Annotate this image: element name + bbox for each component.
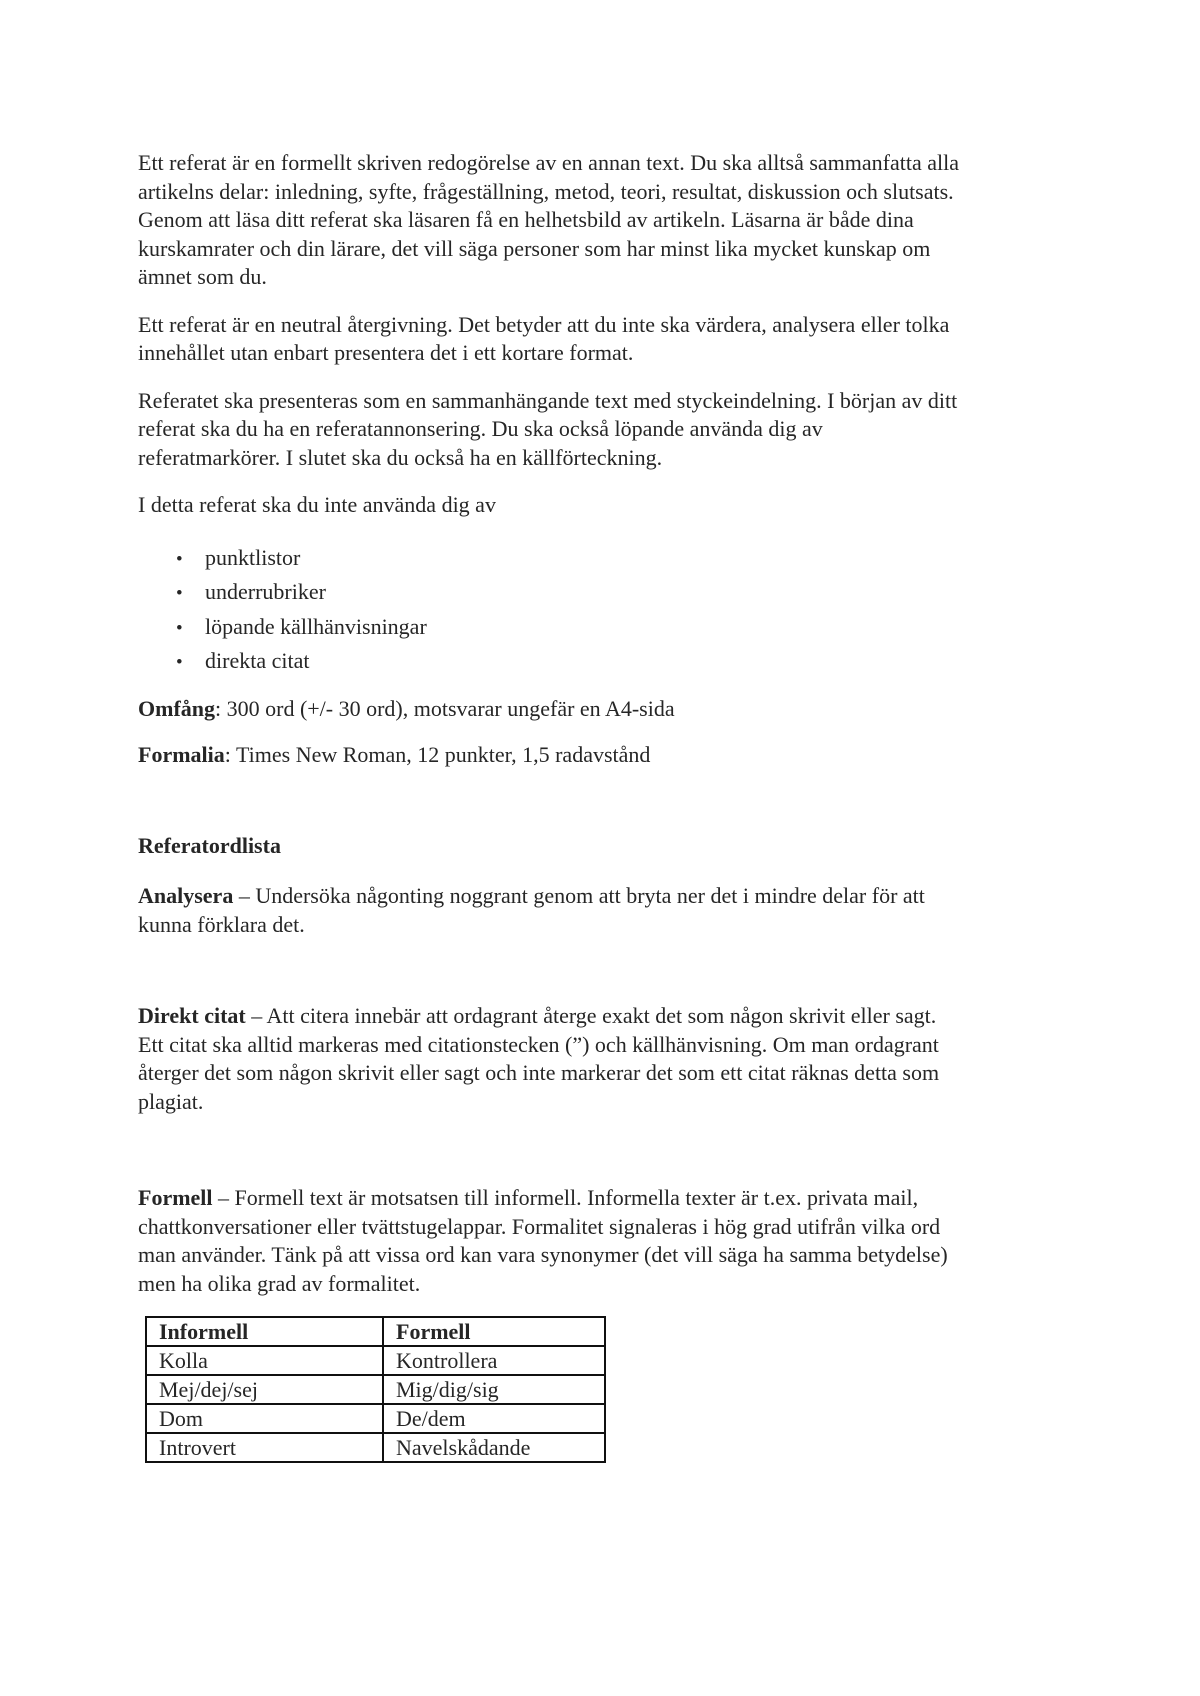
struktur-paragraph xyxy=(138,387,1078,473)
omfang-text: : 300 ord (+/- 30 ord), motsvarar ungefär en A4-sida xyxy=(215,695,675,721)
analysera-text: – Undersöka någonting noggrant genom att bryta ner det i mindre delar för att xyxy=(233,883,925,908)
text-line: Referatet ska presenteras som en sammanhängande text med styckeindelning. I början av ditt xyxy=(138,387,958,413)
list-item xyxy=(138,544,1078,575)
bullet-text: direkta citat xyxy=(205,648,310,673)
bullet-icon: • xyxy=(176,652,183,673)
table-cell: Kontrollera xyxy=(383,1346,605,1375)
intro-paragraph xyxy=(138,149,1078,292)
table-cell: De/dem xyxy=(383,1404,605,1433)
bullet-list xyxy=(138,544,1078,678)
table-cell: Dom xyxy=(146,1404,383,1433)
formality-table xyxy=(145,1316,606,1463)
list-item xyxy=(138,578,1078,609)
omfang-term: Omfång xyxy=(138,695,215,721)
table-cell: Mej/dej/sej xyxy=(146,1375,383,1404)
text-line: kurskamrater och din lärare, det vill säga personer som har minst lika mycket kunskap om xyxy=(138,235,931,261)
bullet-icon: • xyxy=(176,583,183,604)
text-line: Ett citat ska alltid markeras med citationstecken (”) och källhänvisning. Om man ordagrant xyxy=(138,1031,939,1057)
direkt-citat-paragraph xyxy=(138,1002,1078,1116)
text-line: återger det som någon skrivit eller sagt och inte markerar det som ett citat räknas detta som xyxy=(138,1060,940,1085)
text-line: kunna förklara det. xyxy=(138,911,305,937)
text-line xyxy=(138,882,1078,911)
text-line: chattkonversationer eller tvättstugelappar. Formalitet signaleras i hög grad utifrån vilka ord xyxy=(138,1213,941,1239)
text-line: I detta referat ska du inte använda dig av xyxy=(138,492,496,517)
text-line: artikelns delar: inledning, syfte, frågeställning, metod, teori, resultat, diskussion och slutsats. xyxy=(138,178,954,204)
table-row xyxy=(146,1346,605,1375)
direkt-citat-text: – Att citera innebär att ordagrant återge exakt det som någon skrivit eller sagt. xyxy=(245,1003,937,1028)
text-line: Ett referat är en neutral återgivning. Det betyder att du inte ska värdera, analysera eller tolka xyxy=(138,311,950,337)
text-line: men ha olika grad av formalitet. xyxy=(138,1270,421,1296)
bullet-icon: • xyxy=(176,548,183,570)
bullet-text: punktlistor xyxy=(205,544,301,570)
table-header-cell: Formell xyxy=(383,1317,605,1346)
table-header-cell: Informell xyxy=(146,1317,383,1346)
text-line xyxy=(138,1002,1078,1031)
text-line: innehållet utan enbart presentera det i ett kortare format. xyxy=(138,340,634,365)
neutral-paragraph xyxy=(138,311,1078,368)
text-line: man använder. Tänk på att vissa ord kan vara synonymer (det vill säga ha samma betydelse) xyxy=(138,1242,948,1267)
lead-in-paragraph xyxy=(138,491,1078,520)
direkt-citat-term: Direkt citat xyxy=(138,1003,246,1028)
text-line: Genom att läsa ditt referat ska läsaren få en helhetsbild av artikeln. Läsarna är både dina xyxy=(138,207,914,232)
formalia-paragraph xyxy=(138,741,1078,770)
text-line: plagiat. xyxy=(138,1088,204,1114)
bullet-text: underrubriker xyxy=(205,579,326,604)
formalia-term: Formalia xyxy=(138,742,225,767)
formell-text: – Formell text är motsatsen till informell. Informella texter är t.ex. privata mail, xyxy=(212,1185,919,1210)
table-header-row xyxy=(146,1317,605,1346)
list-item xyxy=(138,647,1078,678)
formell-paragraph xyxy=(138,1184,1078,1298)
bullet-text: löpande källhänvisningar xyxy=(205,613,427,639)
bullet-icon: • xyxy=(176,617,183,639)
table-row xyxy=(146,1433,605,1462)
table-cell: Mig/dig/sig xyxy=(383,1375,605,1404)
text-line: referatmarkörer. I slutet ska du också ha en källförteckning. xyxy=(138,444,663,470)
table-row xyxy=(146,1404,605,1433)
table-cell: Kolla xyxy=(146,1346,383,1375)
text-line xyxy=(138,741,1078,770)
text-line: Ett referat är en formellt skriven redogörelse av en annan text. Du ska alltså sammanfatta alla xyxy=(138,150,959,175)
formalia-text: : Times New Roman, 12 punkter, 1,5 radavstånd xyxy=(224,742,651,767)
table-cell: Introvert xyxy=(146,1433,383,1462)
wordlist-heading: Referatordlista xyxy=(138,832,281,858)
formell-term: Formell xyxy=(138,1185,213,1210)
analysera-paragraph xyxy=(138,882,1078,939)
document-page xyxy=(138,149,1078,1463)
text-line xyxy=(138,695,1078,724)
analysera-term: Analysera xyxy=(138,883,234,908)
omfang-paragraph xyxy=(138,695,1078,724)
text-line: ämnet som du. xyxy=(138,264,267,289)
table-row xyxy=(146,1375,605,1404)
list-item xyxy=(138,613,1078,644)
text-line: referat ska du ha en referatannonsering. Du ska också löpande använda dig av xyxy=(138,416,823,441)
text-line xyxy=(138,1184,1078,1213)
table-cell: Navelskådande xyxy=(383,1433,605,1462)
